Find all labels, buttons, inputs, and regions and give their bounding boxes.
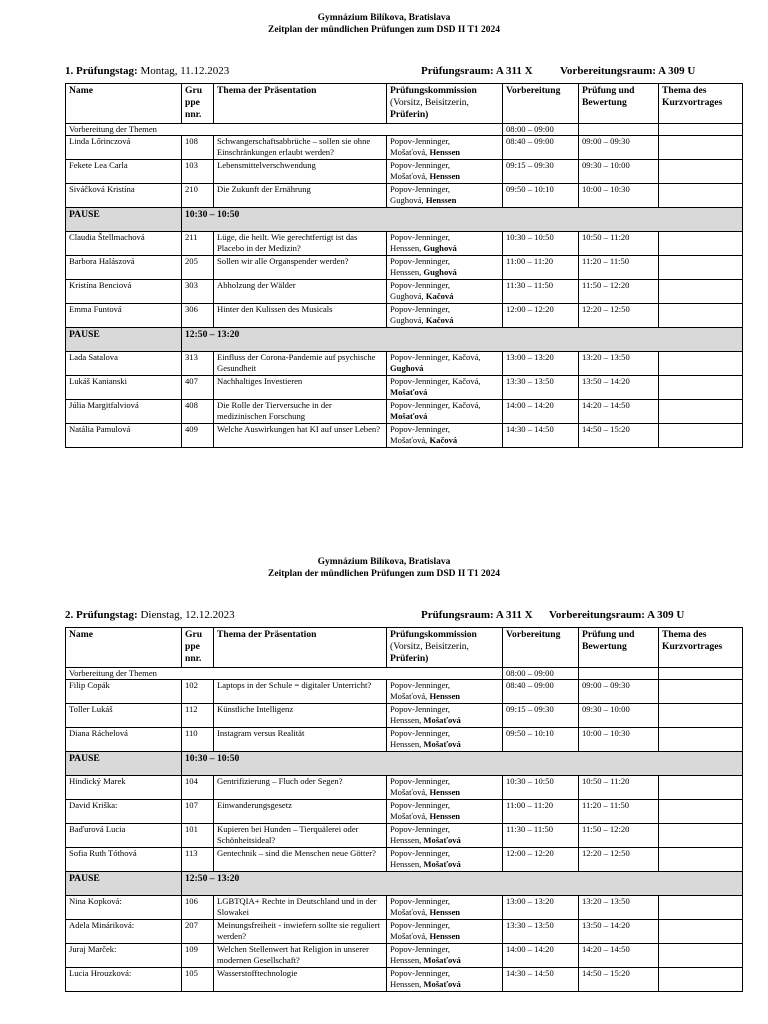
pause-time: 12:50 – 13:20 — [182, 872, 743, 896]
candidate-name: Sofia Ruth Tóthová — [66, 848, 182, 872]
pause-time: 10:30 – 10:50 — [182, 752, 743, 776]
group-number: 409 — [182, 424, 214, 448]
committee-members: Popov-Jenninger, Kačová, — [390, 376, 481, 386]
committee-members: Popov-Jenninger, — [390, 304, 451, 314]
presentation-topic: Einwanderungsgesetz — [214, 800, 387, 824]
committee-members: Popov-Jenninger, — [390, 184, 451, 194]
group-number: 109 — [182, 944, 214, 968]
committee-members-cont: Mošaťová, — [390, 931, 430, 941]
group-number: 108 — [182, 136, 214, 160]
committee-members: Popov-Jenninger, Kačová, — [390, 400, 481, 410]
pause-label: PAUSE — [66, 872, 182, 896]
committee-examiner: Henssen — [425, 195, 457, 205]
col-committee-header — [387, 628, 503, 668]
committee-examiner: Henssen — [429, 931, 461, 941]
group-number: 102 — [182, 680, 214, 704]
day-info — [65, 64, 705, 78]
prep-time: 11:30 – 11:50 — [503, 280, 579, 304]
prep-time: 09:50 – 10:10 — [503, 184, 579, 208]
committee — [387, 968, 503, 992]
exam-time: 13:20 – 13:50 — [579, 352, 659, 376]
school-name: Gymnázium Bilíkova, Bratislava — [317, 557, 451, 567]
prep-topics-label: Vorbereitung der Themen — [66, 124, 503, 136]
presentation-topic: Gentechnik – sind die Menschen neue Götter? — [214, 848, 387, 872]
group-number: 211 — [182, 232, 214, 256]
committee-examiner: Kačová — [425, 315, 454, 325]
group-number: 110 — [182, 728, 214, 752]
group-number: 407 — [182, 376, 214, 400]
candidate-name: Nina Kopková: — [66, 896, 182, 920]
committee-header-sub: (Vorsitz, Beisitzerin, — [390, 641, 469, 652]
presentation-topic: Laptops in der Schule = digitaler Unterricht? — [214, 680, 387, 704]
col-exam-header: Prüfung und Bewertung — [579, 628, 659, 668]
committee-examiner: Henssen — [429, 907, 461, 917]
pause-row — [66, 872, 743, 896]
short-talk-topic — [659, 728, 743, 752]
presentation-topic: Hinter den Kulissen des Musicals — [214, 304, 387, 328]
candidate-name: Diana Ráchelová — [66, 728, 182, 752]
prep-time: 14:30 – 14:50 — [503, 968, 579, 992]
prep-topics-row — [66, 124, 743, 136]
prep-topics-label: Vorbereitung der Themen — [66, 668, 503, 680]
header-row — [66, 84, 743, 124]
short-talk-topic — [659, 280, 743, 304]
candidate-name: Toller Lukáš — [66, 704, 182, 728]
committee-members: Popov-Jenninger, — [390, 680, 451, 690]
group-number: 408 — [182, 400, 214, 424]
group-number: 306 — [182, 304, 214, 328]
group-number: 101 — [182, 824, 214, 848]
group-number: 113 — [182, 848, 214, 872]
exam-time: 13:50 – 14:20 — [579, 376, 659, 400]
prep-time: 11:00 – 11:20 — [503, 800, 579, 824]
candidate-row — [66, 968, 743, 992]
candidate-name: Emma Funtová — [66, 304, 182, 328]
candidate-name: Adela Mináriková: — [66, 920, 182, 944]
committee — [387, 160, 503, 184]
pause-time: 10:30 – 10:50 — [182, 208, 743, 232]
committee-members-cont: Mošaťová, — [390, 691, 430, 701]
committee-members: Popov-Jenninger, — [390, 824, 451, 834]
committee-examiner: Mošaťová — [390, 387, 428, 397]
pause-row — [66, 752, 743, 776]
schedule-title: Zeitplan der mündlichen Prüfungen zum DSD II T1 2024 — [268, 569, 500, 579]
committee — [387, 376, 503, 400]
day-info — [65, 608, 705, 622]
short-talk-topic — [659, 920, 743, 944]
committee — [387, 680, 503, 704]
committee — [387, 824, 503, 848]
short-talk-topic — [659, 400, 743, 424]
short-talk-topic — [659, 680, 743, 704]
presentation-topic: Künstliche Intelligenz — [214, 704, 387, 728]
prep-time: 09:15 – 09:30 — [503, 704, 579, 728]
prep-topics-row — [66, 668, 743, 680]
committee-members-cont: Mošaťová, — [390, 147, 430, 157]
col-name-header: Name — [66, 84, 182, 124]
exam-time: 10:00 – 10:30 — [579, 728, 659, 752]
committee-examiner: Henssen — [429, 171, 461, 181]
committee-members: Popov-Jenninger, — [390, 704, 451, 714]
committee — [387, 352, 503, 376]
presentation-topic: Sollen wir alle Organspender werden? — [214, 256, 387, 280]
candidate-name: Lucia Hrouzková: — [66, 968, 182, 992]
short-talk-topic — [659, 424, 743, 448]
committee-members-cont: Henssen, — [390, 835, 424, 845]
committee-members-cont: Henssen, — [390, 955, 424, 965]
prep-time: 14:00 – 14:20 — [503, 400, 579, 424]
committee-members: Popov-Jenninger, — [390, 896, 451, 906]
prep-time: 09:50 – 10:10 — [503, 728, 579, 752]
group-number: 313 — [182, 352, 214, 376]
committee-examiner: Mošaťová — [423, 955, 461, 965]
col-prep-header: Vorbereitung — [503, 84, 579, 124]
prep-time: 14:00 – 14:20 — [503, 944, 579, 968]
committee-members-cont: Henssen, — [390, 859, 424, 869]
committee-members-cont: Gughová, — [390, 195, 426, 205]
committee — [387, 800, 503, 824]
committee-examiner: Mošaťová — [423, 739, 461, 749]
prep-time: 08:40 – 09:00 — [503, 680, 579, 704]
pause-time: 12:50 – 13:20 — [182, 328, 743, 352]
group-number: 303 — [182, 280, 214, 304]
candidate-row — [66, 304, 743, 328]
short-talk-topic — [659, 232, 743, 256]
candidate-name: Hindický Marek — [66, 776, 182, 800]
committee — [387, 232, 503, 256]
committee-members: Popov-Jenninger, — [390, 160, 451, 170]
candidate-name: David Kriška: — [66, 800, 182, 824]
group-number: 106 — [182, 896, 214, 920]
day-date: Montag, 11.12.2023 — [140, 65, 230, 77]
committee-members-cont: Gughová, — [390, 291, 426, 301]
committee-members-cont: Mošaťová, — [390, 171, 430, 181]
short-talk-topic — [659, 304, 743, 328]
day-date: Dienstag, 12.12.2023 — [140, 609, 235, 621]
short-talk-topic — [659, 136, 743, 160]
prep-time: 10:30 – 10:50 — [503, 776, 579, 800]
committee-examiner: Mošaťová — [423, 979, 461, 989]
candidate-row — [66, 824, 743, 848]
committee-examiner: Henssen — [429, 811, 461, 821]
committee — [387, 256, 503, 280]
presentation-topic: Meinungsfreiheit - inwiefern sollte sie reguliert werden? — [214, 920, 387, 944]
presentation-topic: Schwangerschaftsabbrüche – sollen sie ohne Einschränkungen erlaubt werden? — [214, 136, 387, 160]
committee-members-cont: Henssen, — [390, 979, 424, 989]
exam-time: 12:20 – 12:50 — [579, 304, 659, 328]
committee-examiner: Gughová — [390, 363, 424, 373]
short-talk-topic — [659, 184, 743, 208]
candidate-row — [66, 280, 743, 304]
prep-time: 13:30 – 13:50 — [503, 920, 579, 944]
exam-time: 14:20 – 14:50 — [579, 400, 659, 424]
committee-header-title: Prüfungskommission — [390, 85, 477, 96]
schedule-table — [65, 627, 743, 992]
prep-time: 12:00 – 12:20 — [503, 848, 579, 872]
candidate-row — [66, 728, 743, 752]
committee-examiner: Henssen — [429, 147, 461, 157]
exam-time: 09:00 – 09:30 — [579, 680, 659, 704]
header-row — [66, 628, 743, 668]
candidate-name: Baďurová Lucia — [66, 824, 182, 848]
committee-members: Popov-Jenninger, — [390, 280, 451, 290]
committee-examiner: Mošaťová — [423, 835, 461, 845]
committee — [387, 728, 503, 752]
prep-topics-time: 08:00 – 09:00 — [503, 668, 579, 680]
committee-examiner: Mošaťová — [423, 715, 461, 725]
exam-time: 11:50 – 12:20 — [579, 280, 659, 304]
exam-room: Prüfungsraum: A 311 X — [421, 65, 533, 77]
committee-members: Popov-Jenninger, — [390, 920, 451, 930]
committee-members-cont: Henssen, — [390, 715, 424, 725]
exam-time: 14:50 – 15:20 — [579, 968, 659, 992]
prep-room: Vorbereitungsraum: A 309 U — [549, 609, 685, 621]
committee-members: Popov-Jenninger, Kačová, — [390, 352, 481, 362]
prep-topics-time: 08:00 – 09:00 — [503, 124, 579, 136]
day-label: 2. Prüfungstag: — [65, 609, 138, 621]
presentation-topic: Lüge, die heilt. Wie gerechtfertigt ist das Placebo in der Medizin? — [214, 232, 387, 256]
committee-examiner: Gughová — [423, 243, 457, 253]
prep-room: Vorbereitungsraum: A 309 U — [560, 65, 696, 77]
prep-time: 11:30 – 11:50 — [503, 824, 579, 848]
committee-members: Popov-Jenninger, — [390, 232, 451, 242]
col-committee-header — [387, 84, 503, 124]
short-talk-topic — [659, 704, 743, 728]
candidate-row — [66, 920, 743, 944]
committee — [387, 184, 503, 208]
presentation-topic: Instagram versus Realität — [214, 728, 387, 752]
col-topic-header: Thema der Präsentation — [214, 628, 387, 668]
col-exam-header: Prüfung und Bewertung — [579, 84, 659, 124]
short-talk-topic — [659, 824, 743, 848]
committee — [387, 136, 503, 160]
col-name-header: Name — [66, 628, 182, 668]
committee-examiner: Gughová — [423, 267, 457, 277]
exam-time: 11:20 – 11:50 — [579, 256, 659, 280]
short-talk-topic — [659, 160, 743, 184]
exam-time: 09:00 – 09:30 — [579, 136, 659, 160]
committee-members: Popov-Jenninger, — [390, 136, 451, 146]
short-talk-topic — [659, 776, 743, 800]
group-number: 205 — [182, 256, 214, 280]
group-number: 105 — [182, 968, 214, 992]
prep-time: 12:00 – 12:20 — [503, 304, 579, 328]
exam-time: 14:50 – 15:20 — [579, 424, 659, 448]
committee-members-cont: Henssen, — [390, 267, 424, 277]
group-number: 103 — [182, 160, 214, 184]
candidate-row — [66, 160, 743, 184]
pause-label: PAUSE — [66, 752, 182, 776]
committee — [387, 848, 503, 872]
prep-time: 08:40 – 09:00 — [503, 136, 579, 160]
committee-members-cont: Henssen, — [390, 243, 424, 253]
committee — [387, 400, 503, 424]
presentation-topic: Gentrifizierung – Fluch oder Segen? — [214, 776, 387, 800]
committee — [387, 920, 503, 944]
committee-examiner: Henssen — [429, 787, 461, 797]
candidate-name: Fekete Lea Carla — [66, 160, 182, 184]
short-talk-topic — [659, 256, 743, 280]
candidate-row — [66, 256, 743, 280]
committee-examiner: Kačová — [429, 435, 458, 445]
prep-time: 09:15 – 09:30 — [503, 160, 579, 184]
presentation-topic: Abholzung der Wälder — [214, 280, 387, 304]
presentation-topic: Einfluss der Corona-Pandemie auf psychische Gesundheit — [214, 352, 387, 376]
candidate-row — [66, 704, 743, 728]
presentation-topic: Welche Auswirkungen hat KI auf unser Leben? — [214, 424, 387, 448]
committee-members: Popov-Jenninger, — [390, 848, 451, 858]
candidate-name: Kristína Benciová — [66, 280, 182, 304]
candidate-name: Júlia Margitfalviová — [66, 400, 182, 424]
committee-header-end: Prüferin) — [390, 653, 429, 664]
committee — [387, 896, 503, 920]
short-talk-topic — [659, 968, 743, 992]
committee-header-title: Prüfungskommission — [390, 629, 477, 640]
prep-time: 11:00 – 11:20 — [503, 256, 579, 280]
schedule-title: Zeitplan der mündlichen Prüfungen zum DSD II T1 2024 — [268, 25, 500, 35]
committee-header-sub: (Vorsitz, Beisitzerin, — [390, 97, 469, 108]
committee-members-cont: Mošaťová, — [390, 907, 430, 917]
committee — [387, 304, 503, 328]
exam-time: 13:50 – 14:20 — [579, 920, 659, 944]
school-name: Gymnázium Bilíkova, Bratislava — [317, 13, 451, 23]
col-prep-header: Vorbereitung — [503, 628, 579, 668]
exam-time: 10:50 – 11:20 — [579, 776, 659, 800]
pause-row — [66, 328, 743, 352]
candidate-name: Lukáš Kanianski — [66, 376, 182, 400]
candidate-row — [66, 800, 743, 824]
group-number: 104 — [182, 776, 214, 800]
col-group-header: Gru ppe nnr. — [182, 84, 214, 124]
presentation-topic: Nachhaltiges Investieren — [214, 376, 387, 400]
committee-examiner: Mošaťová — [423, 859, 461, 869]
committee — [387, 776, 503, 800]
candidate-row — [66, 424, 743, 448]
group-number: 207 — [182, 920, 214, 944]
committee-examiner: Henssen — [429, 691, 461, 701]
schedule-table — [65, 83, 743, 448]
col-group-header: Gru ppe nnr. — [182, 628, 214, 668]
presentation-topic: Kupieren bei Hunden – Tierquälerei oder Schönheitsideal? — [214, 824, 387, 848]
exam-time: 12:20 – 12:50 — [579, 848, 659, 872]
exam-time: 10:00 – 10:30 — [579, 184, 659, 208]
candidate-row — [66, 184, 743, 208]
candidate-row — [66, 848, 743, 872]
candidate-name: Lada Satalova — [66, 352, 182, 376]
candidate-row — [66, 232, 743, 256]
exam-time: 09:30 – 10:00 — [579, 704, 659, 728]
candidate-row — [66, 944, 743, 968]
candidate-row — [66, 136, 743, 160]
candidate-name: Linda Lőrinczová — [66, 136, 182, 160]
candidate-name: Natália Pamulová — [66, 424, 182, 448]
prep-time: 13:00 – 13:20 — [503, 896, 579, 920]
pause-label: PAUSE — [66, 328, 182, 352]
committee-members-cont: Mošaťová, — [390, 787, 430, 797]
committee-members: Popov-Jenninger, — [390, 968, 451, 978]
candidate-row — [66, 400, 743, 424]
committee-members-cont: Gughová, — [390, 315, 426, 325]
exam-time: 11:50 – 12:20 — [579, 824, 659, 848]
presentation-topic: Die Rolle der Tierversuche in der medizinischen Forschung — [214, 400, 387, 424]
committee-members: Popov-Jenninger, — [390, 256, 451, 266]
candidate-row — [66, 680, 743, 704]
pause-row — [66, 208, 743, 232]
exam-time: 10:50 – 11:20 — [579, 232, 659, 256]
committee-members: Popov-Jenninger, — [390, 800, 451, 810]
candidate-name: Barbora Halászová — [66, 256, 182, 280]
presentation-topic: Die Zukunft der Ernährung — [214, 184, 387, 208]
exam-time: 13:20 – 13:50 — [579, 896, 659, 920]
presentation-topic: Wasserstofftechnologie — [214, 968, 387, 992]
committee-examiner: Mošaťová — [390, 411, 428, 421]
group-number: 107 — [182, 800, 214, 824]
short-talk-topic — [659, 944, 743, 968]
candidate-name: Juraj Marček: — [66, 944, 182, 968]
presentation-topic: Lebensmittelverschwendung — [214, 160, 387, 184]
committee — [387, 944, 503, 968]
day-label: 1. Prüfungstag: — [65, 65, 138, 77]
short-talk-topic — [659, 352, 743, 376]
prep-time: 10:30 – 10:50 — [503, 232, 579, 256]
prep-time: 13:30 – 13:50 — [503, 376, 579, 400]
candidate-row — [66, 352, 743, 376]
committee-members: Popov-Jenninger, — [390, 728, 451, 738]
committee — [387, 424, 503, 448]
committee — [387, 280, 503, 304]
committee-header-end: Prüferin) — [390, 109, 429, 120]
exam-room: Prüfungsraum: A 311 X — [421, 609, 533, 621]
committee-members-cont: Mošaťová, — [390, 811, 430, 821]
exam-time: 09:30 – 10:00 — [579, 160, 659, 184]
prep-time: 14:30 – 14:50 — [503, 424, 579, 448]
short-talk-topic — [659, 800, 743, 824]
group-number: 112 — [182, 704, 214, 728]
col-topic-header: Thema der Präsentation — [214, 84, 387, 124]
pause-label: PAUSE — [66, 208, 182, 232]
candidate-row — [66, 776, 743, 800]
candidate-name: Claudia Štellmachová — [66, 232, 182, 256]
exam-time: 11:20 – 11:50 — [579, 800, 659, 824]
col-short-talk-header: Thema des Kurzvortrages — [659, 628, 743, 668]
short-talk-topic — [659, 376, 743, 400]
candidate-row — [66, 376, 743, 400]
group-number: 210 — [182, 184, 214, 208]
committee-members-cont: Mošaťová, — [390, 435, 430, 445]
committee — [387, 704, 503, 728]
committee-members-cont: Henssen, — [390, 739, 424, 749]
candidate-row — [66, 896, 743, 920]
candidate-name: Siváčková Kristína — [66, 184, 182, 208]
prep-time: 13:00 – 13:20 — [503, 352, 579, 376]
col-short-talk-header: Thema des Kurzvortrages — [659, 84, 743, 124]
committee-members: Popov-Jenninger, — [390, 776, 451, 786]
candidate-name: Filip Copák — [66, 680, 182, 704]
presentation-topic: LGBTQIA+ Rechte in Deutschland und in der Slowakei — [214, 896, 387, 920]
committee-members: Popov-Jenninger, — [390, 424, 451, 434]
short-talk-topic — [659, 896, 743, 920]
exam-time: 14:20 – 14:50 — [579, 944, 659, 968]
presentation-topic: Welchen Stellenwert hat Religion in unserer modernen Gesellschaft? — [214, 944, 387, 968]
short-talk-topic — [659, 848, 743, 872]
committee-members: Popov-Jenninger, — [390, 944, 451, 954]
committee-examiner: Kačová — [425, 291, 454, 301]
